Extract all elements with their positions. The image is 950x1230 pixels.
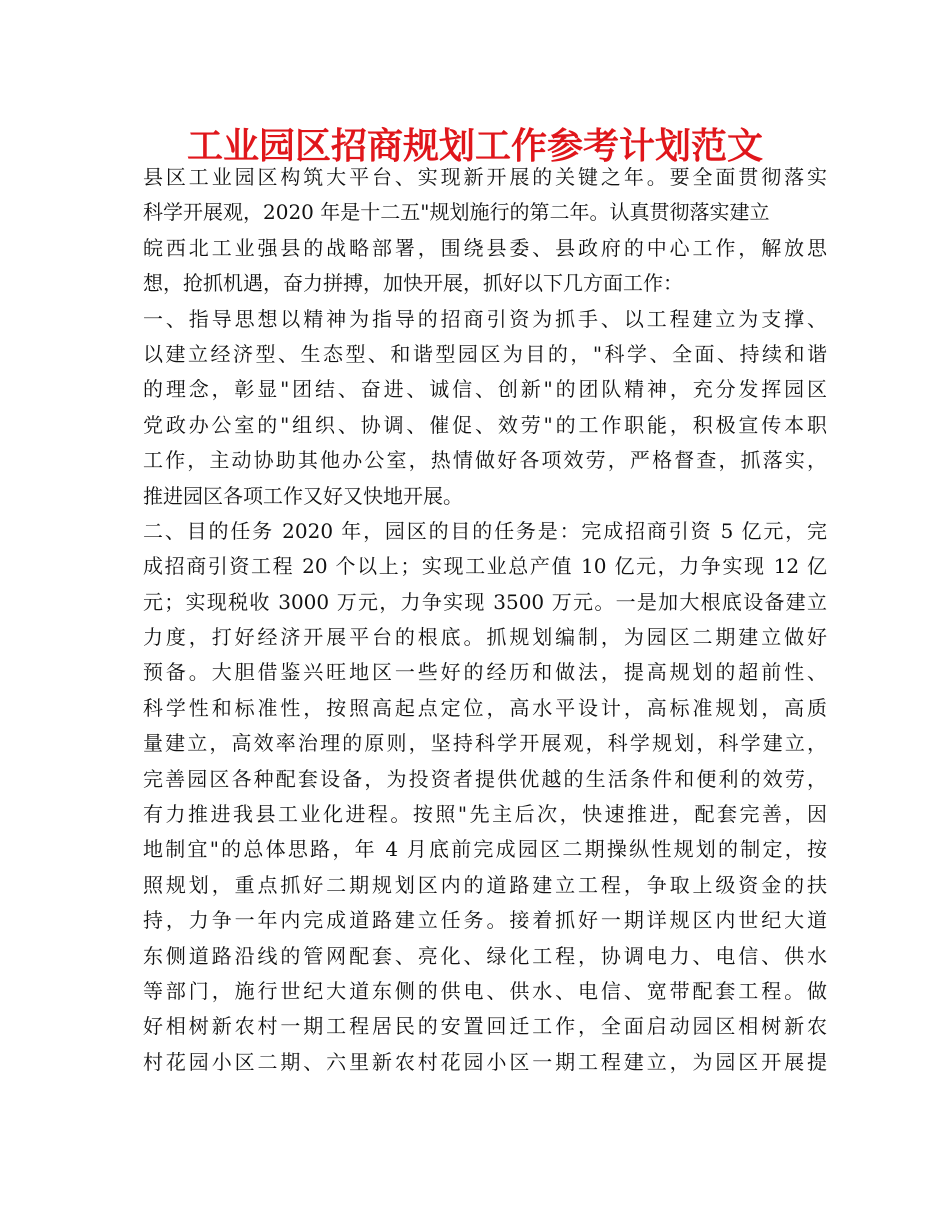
body-line: 二、目的任务 2020 年，园区的目的任务是：完成招商引资 5 亿元，完 <box>143 518 827 543</box>
body-line: 党政办公室的"组织、协调、催促、效劳"的工作职能，积极宣传本职 <box>143 412 827 437</box>
body-line: 完善园区各种配套设备，为投资者提供优越的生活条件和便利的效劳， <box>143 766 827 791</box>
body-line: 想，抢抓机遇，奋力拼搏，加快开展，抓好以下几方面工作： <box>143 271 683 296</box>
body-line: 科学性和标准性，按照高起点定位，高水平设计，高标准规划，高质 <box>143 695 827 720</box>
body-line: 量建立，高效率治理的原则，坚持科学开展观，科学规划，科学建立， <box>143 731 827 756</box>
body-line: 村花园小区二期、六里新农村花园小区一期工程建立，为园区开展提 <box>143 1049 827 1074</box>
document-body <box>143 160 827 1080</box>
body-line: 持，力争一年内完成道路建立任务。接着抓好一期详规区内世纪大道 <box>143 908 827 933</box>
body-line: 好相树新农村一期工程居民的安置回迁工作，全面启动园区相树新农 <box>143 1014 827 1039</box>
body-line: 推进园区各项工作又好又快地开展。 <box>143 483 463 508</box>
body-line: 以建立经济型、生态型、和谐型园区为目的，"科学、全面、持续和谐 <box>143 341 827 366</box>
body-line: 一、指导思想以精神为指导的招商引资为抓手、以工程建立为支撑、 <box>143 306 827 331</box>
body-line: 照规划，重点抓好二期规划区内的道路建立工程，争取上级资金的扶 <box>143 872 827 897</box>
body-line: 科学开展观，2020 年是十二五"规划施行的第二年。认真贯彻落实建立 <box>143 200 770 225</box>
body-line: 东侧道路沿线的管网配套、亮化、绿化工程，协调电力、电信、供水 <box>143 943 827 968</box>
body-line: 工作，主动协助其他办公室，热情做好各项效劳，严格督查，抓落实， <box>143 448 827 473</box>
body-line: 元；实现税收 3000 万元，力争实现 3500 万元。一是加大根底设备建立 <box>143 589 827 614</box>
body-line: 有力推进我县工业化进程。按照"先主后次，快速推进，配套完善，因 <box>143 802 827 827</box>
body-line: 皖西北工业强县的战略部署，围绕县委、县政府的中心工作，解放思 <box>143 235 827 260</box>
body-line: 地制宜"的总体思路，年 4 月底前完成园区二期操纵性规划的制定，按 <box>143 837 827 862</box>
body-line: 力度，打好经济开展平台的根底。抓规划编制，为园区二期建立做好 <box>143 625 827 650</box>
document-title: 工业园区招商规划工作参考计划范文 <box>186 126 763 167</box>
body-line: 县区工业园区构筑大平台、实现新开展的关键之年。要全面贯彻落实 <box>143 165 827 189</box>
body-line: 的理念，彰显"团结、奋进、诚信、创新"的团队精神，充分发挥园区 <box>143 377 827 402</box>
body-line: 等部门，施行世纪大道东侧的供电、供水、电信、宽带配套工程。做 <box>143 978 827 1003</box>
body-line: 预备。大胆借鉴兴旺地区一些好的经历和做法，提高规划的超前性、 <box>143 660 827 685</box>
body-line: 成招商引资工程 20 个以上；实现工业总产值 10 亿元，力争实现 12 亿 <box>143 554 827 579</box>
